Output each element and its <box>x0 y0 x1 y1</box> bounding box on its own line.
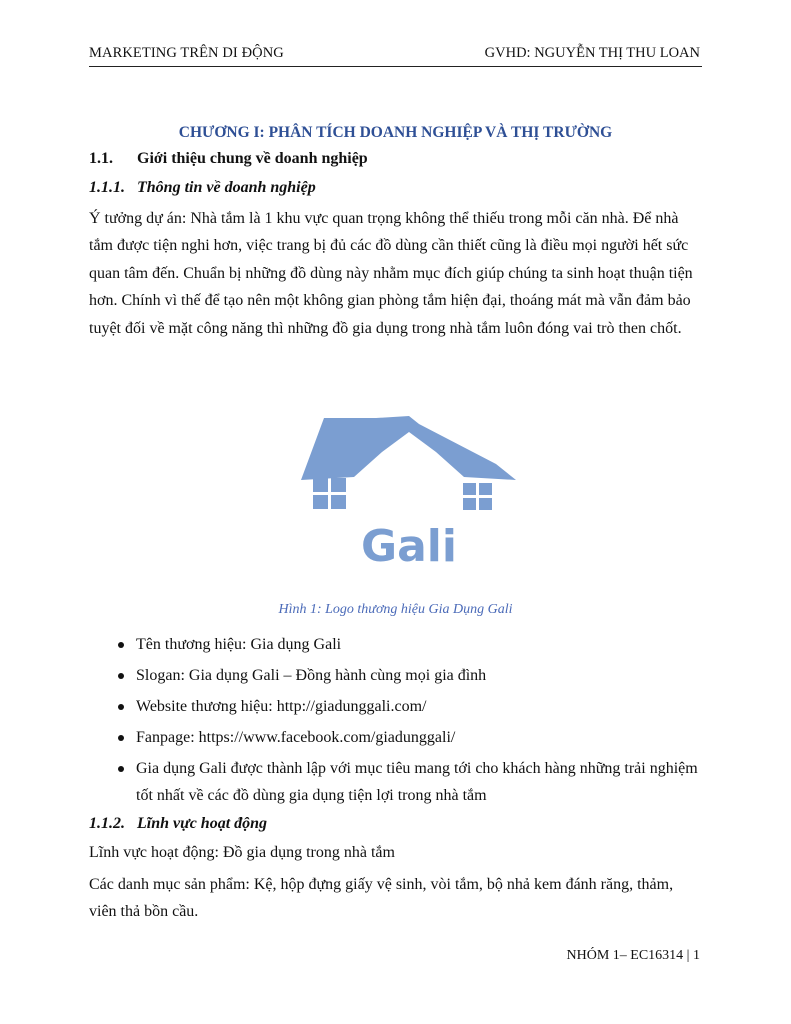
logo-left-window <box>313 478 346 509</box>
section-heading-1-1 <box>89 150 368 168</box>
list-item <box>89 724 701 751</box>
header-instructor: GVHD: NGUYỄN THỊ THU LOAN <box>484 45 700 61</box>
logo-roof <box>301 416 516 480</box>
chapter-title: CHƯƠNG I: PHÂN TÍCH DOANH NGHIỆP VÀ THỊ TRƯỜNG <box>178 124 613 141</box>
section-title: Giới thiệu chung về doanh nghiệp <box>137 150 368 167</box>
business-field-line: Lĩnh vực hoạt động: Đồ gia dụng trong nhà tắm <box>89 844 395 861</box>
section-heading-1-1-2 <box>89 815 267 833</box>
bullet-icon <box>118 704 124 710</box>
bullet-icon <box>118 673 124 679</box>
list-item <box>89 662 701 689</box>
header-divider <box>89 66 702 67</box>
figure-caption: Hình 1: Logo thương hiệu Gia Dụng Gali <box>278 602 513 617</box>
list-item <box>89 755 701 810</box>
bullet-icon <box>118 766 124 772</box>
bullet-icon <box>118 735 124 741</box>
list-item-text: Gia dụng Gali được thành lập với mục tiêu mang tới cho khách hàng những trải nghiệm tốt nhất về các đồ dùng gia dụng tiện lợi trong nhà tắm <box>136 760 698 805</box>
list-item <box>89 693 701 720</box>
list-item-text: Tên thương hiệu: Gia dụng Gali <box>136 636 342 653</box>
logo-brand-text: Gali <box>361 521 457 566</box>
subsection-number: 1.1.2. <box>89 815 125 832</box>
section-heading-1-1-1 <box>89 179 316 197</box>
subsection-title: Thông tin về doanh nghiệp <box>137 179 316 196</box>
list-item-text: Slogan: Gia dụng Gali – Đồng hành cùng mọi gia đình <box>136 667 487 684</box>
list-item-text: Website thương hiệu: http://giadunggali.com/ <box>136 698 427 715</box>
section-number: 1.1. <box>89 150 113 167</box>
product-categories-paragraph: Các danh mục sản phẩm: Kệ, hộp đựng giấy vệ sinh, vòi tắm, bộ nhả kem đánh răng, thảm, viên thả bồn cầu. <box>89 876 674 921</box>
header-course-title: MARKETING TRÊN DI ĐỘNG <box>89 45 284 61</box>
page-footer: NHÓM 1– EC16314 | 1 <box>566 948 700 963</box>
logo-right-window <box>463 483 492 510</box>
subsection-number: 1.1.1. <box>89 179 125 196</box>
house-logo-icon <box>296 416 522 566</box>
list-item <box>89 631 701 658</box>
project-idea-paragraph: Ý tưởng dự án: Nhà tắm là 1 khu vực quan trọng không thể thiếu trong mỗi căn nhà. Để nhà tắm được tiện nghi hơn, việc trang bị đủ các đồ dùng cần thiết cũng là điều mọi người hết sức quan tâm đến. Chuẩn bị những đồ dùng này nhằm mục đích giúp chúng ta sinh hoạt thuận tiện hơn. Chính vì thế để tạo nên một không gian phòng tắm hiện đại, thoáng mát mà vẫn đảm bảo tuyệt đối về mặt công năng thì những đồ gia dụng trong nhà tắm luôn đóng vai trò then chốt. <box>89 210 693 337</box>
gali-logo <box>296 416 522 566</box>
list-item-text: Fanpage: https://www.facebook.com/giadunggali/ <box>136 729 456 746</box>
bullet-icon <box>118 642 124 648</box>
subsection-title: Lĩnh vực hoạt động <box>137 815 268 832</box>
brand-info-list <box>89 631 701 813</box>
